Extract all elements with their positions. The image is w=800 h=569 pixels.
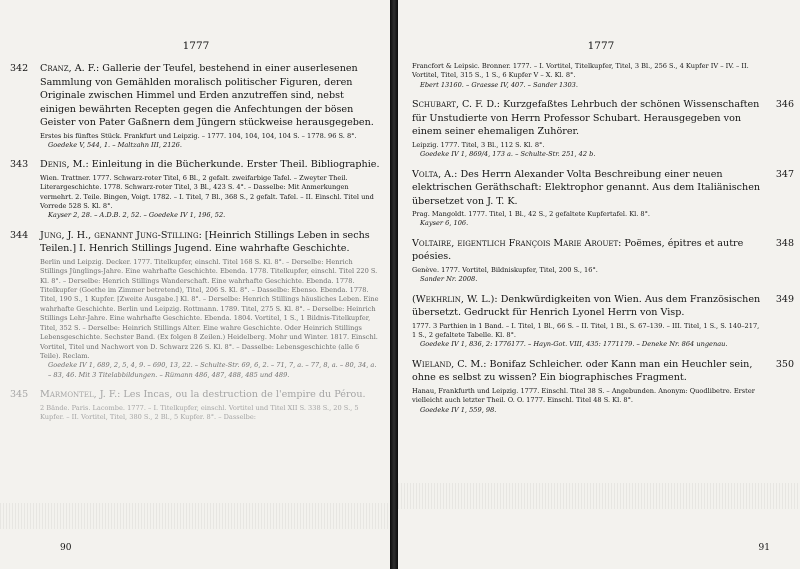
entry-number: 345 [10, 389, 29, 401]
entry-publication: Leipzig. 1777. Titel, 3 Bl., 112 S. Kl. 8°. [412, 140, 545, 149]
entry-reference: Goedeke V, 544, 1. – Maltzahn III, 2126. [48, 140, 182, 149]
entry-title: Bonifaz Schleicher. oder Kann man ein Heuchler sein, ohne es selbst zu wissen? Ein biographisches Fragment. [412, 358, 753, 384]
entry-author: Schubart, C. F. D.: [412, 99, 501, 111]
entry-title: Des Herrn Alexander Volta Beschreibung einer neuen elektrischen Geräthschaft: Elektrophor genannt. Aus dem Italiänischen übersetzet von J. T. K. [412, 168, 761, 207]
catalog-entry-345 [12, 388, 380, 422]
page-number: 90 [60, 543, 72, 553]
entry-number: 348 [775, 237, 794, 249]
entry-author: Denis, M.: [40, 159, 89, 171]
continuation-reference: Ebert 13160. – Graesse IV, 407. – Sander 1303. [420, 80, 578, 89]
catalog-entry-347 [412, 168, 794, 229]
entry-author: Jung, J. H., genannt Jung-Stilling: [40, 229, 202, 241]
catalog-entry-342 [12, 62, 380, 150]
running-head-year: 1777 [182, 40, 210, 52]
entry-number: 344 [10, 229, 29, 241]
entry-publication: Berlin und Leipzig. Decker. 1777. Titelkupfer, einschl. Titel 168 S. Kl. 8°. – Derselbe: Henrich Stillings Jünglings-Jahre. Eine wahrhafte Geschichte. Ebenda. 1778. Titelkupfer, einschl. Titel 220 S. Kl. 8°. – Derselbe: Henrich Stillings Wanderschaft. Eine wahrhafte Geschichte. Ebenda. 1778. Titelkupfer (Goethe im Zimmer betretend), Titel, 206 S. Kl. 8°. – Dasselbe: Ebenso. Ebenda. 1778. Titel, 190 S., 1 Kupfer. [Zweite Ausgabe.] Kl. 8°. – Derselbe: Henrich Stillings häusliches Leben. Eine wahrhafte Geschichte. Berlin und Leipzig. Rottmann. 1789. Titel, 275 S. Kl. 8°. – Derselbe: Heinrich Stillings Lehr-Jahre. Eine wahrhafte Geschichte. Ebenda. 1804. Vortitel, 1 S., 1 Bildnis-Titelkupfer, Titel, 352 S. – Derselbe: Heinrich Stillings Alter. Eine wahre Geschichte. Oder Heinrich Stillings Lebensgeschichte. Sechster Band. (Ex folgen 8 Zeilen.) Heidelberg. Mohr und Winter. 1817. Einschl. Vortitel, Titel und Nachwort von D. Schwarz 226 S. Kl. 8°. – Dasselbe: Lebensgeschichte (alle 6 Teile). Reclam. [40, 257, 379, 360]
entry-reference: Goedeke IV 1, 559, 98. [420, 405, 497, 414]
entry-reference: Goedeke IV 1, 869/4, 173 a. – Schulte-Str. 251, 42 b. [420, 150, 596, 159]
entry-number: 347 [775, 168, 794, 180]
entry-publication: Wien. Trattner. 1777. Schwarz-roter Titel, 6 Bl., 2 gefalt. zweifarbige Tafel. – Zweyter Theil. Literargeschichte. 1778. Schwarz-roter Titel, 3 Bl., 423 S. 4°. – Dasselbe: Mit Anmerkungen vermehrt. 2. Teile. Bingen, Voigt. 1782. – I. Titel, 7 Bl., 368 S., 2 gefalt. Tafel. – II. Einschl. Titel und Vorrede 528 S. Kl. 8°. [40, 173, 374, 211]
entry-publication: Genève. 1777. Vortitel, Bildniskupfer, Titel, 200 S., 16°. [412, 265, 598, 274]
entry-reference: Sander Nr. 2008. [420, 275, 478, 284]
entry-publication: Prag. Mangoldt. 1777. Titel, 1 Bl., 42 S., 2 gefaltete Kupfertafel. Kl. 8°. [412, 210, 651, 219]
right-page [398, 0, 800, 569]
scan-noise [398, 483, 800, 509]
catalog-entry-348 [412, 237, 794, 285]
book-gutter [390, 0, 398, 569]
entry-title: Einleitung in die Bücherkunde. Erster Theil. Bibliographie. [91, 159, 380, 171]
entry-title: Gallerie der Teufel, bestehend in einer auserlesenen Sammlung von Gemählden moralisch politischer Figuren, deren Originale zwischen Himmel und Erden anzutreffen sind, nebst einigen bewährten Recepten gegen die Anfechtungen der bösen Geister von Pater Gaßnern dem Jüngern stückweise herausgegeben. [40, 63, 374, 128]
entry-number: 349 [775, 293, 794, 305]
entry-reference: Kayser 6, 106. [420, 219, 469, 228]
scan-noise [0, 503, 390, 529]
entry-author: Wieland, C. M.: [412, 358, 487, 370]
catalog-entry-350 [412, 358, 794, 415]
catalog-entry-346 [412, 98, 794, 159]
entry-author: Voltaire, eigentlich François Marie Arouet: [412, 237, 622, 249]
entry-author: Volta, A.: [412, 168, 458, 180]
entry-title: Kurzgefaßtes Lehrbuch der schönen Wissenschaften für Unstudierte von Herrn Professor Schubart. Herausgegeben von einem seiner ehemaligen Zuhörer. [412, 99, 760, 138]
page-number: 91 [758, 543, 770, 553]
entry-publication: 1777. 3 Parthien in 1 Band. – I. Titel, 1 Bl., 66 S. – II. Titel, 1 Bl., S. 67–139. – III. Titel, 1 S., S. 140–217, 1 S., 2 gefaltete Tabelle. Kl. 8°. [412, 321, 760, 340]
entry-reference: Goedeke IV 1, 836, 2: 1776177. – Hayn-Got. VIII, 435: 1771179. – Deneke Nr. 864 ungenau. [420, 340, 728, 349]
entry-publication: Erstes bis fünftes Stück. Frankfurt und Leipzig. – 1777. 104, 104, 104, 104 S. – 1778. 96 S. 8°. [40, 131, 357, 140]
continuation-entry-345 [412, 62, 790, 90]
entry-title: Les Incas, ou la destruction de l'empire du Pérou. [123, 389, 366, 401]
continuation-text: Francfort & Leipsic. Bronner. 1777. – I. Vortitel, Titelkupfer, Titel, 3 Bl., 256 S., 4 Kupfer IV – IV. – II. Vortitel, Titel, 315 S., 1 S., 6 Kupfer V – X. Kl. 8°. [412, 62, 749, 80]
catalog-entry-343 [12, 158, 380, 221]
left-page [0, 0, 390, 569]
entry-number: 350 [775, 358, 794, 370]
catalog-entry-344 [12, 229, 380, 380]
entry-reference: Kayser 2, 28. – A.D.B. 2, 52. – Goedeke IV 1, 196, 52. [48, 211, 226, 220]
entry-publication: 2 Bände. Paris. Lacombe. 1777. – I. Titelkupfer, einschl. Vortitel und Titel XII S. 338 S., 20 S., 5 Kupfer. – II. Vortitel, Titel, 380 S., 2 Bl., 5 Kupfer. 8°. – Dasselbe: [40, 403, 359, 422]
running-head-year: 1777 [587, 40, 615, 52]
entry-number: 343 [10, 159, 29, 171]
entry-number: 342 [10, 63, 29, 74]
entry-reference: Goedeke IV 1, 689, 2, 5, 4, 9. – 690, 13, 22. – Schulte-Str. 69, 6, 2. – 71, 7, a. – 77, 8, a. – 80, 34, a. – 83, 46. Mit 3 Titelabbildungen. – Rümann 486, 487, 488, 485 und 489. [48, 361, 377, 379]
entry-title: Poëmes, épitres et autre poésies. [412, 237, 744, 263]
entry-author: Marmontel, J. F.: [40, 389, 121, 401]
entry-title: Denkwürdigkeiten von Wien. Aus dem Französischen übersetzt. Gedruckt für Henrich Lyonel Herrn von Visp. [412, 293, 761, 319]
entry-number: 346 [775, 99, 794, 111]
entry-title: [Heinrich Stillings Leben in sechs Teilen.] I. Henrich Stillings Jugend. Eine wahrhafte Geschichte. [40, 229, 370, 255]
entry-publication: Hanau, Frankfurth und Leipzig. 1777. Einschl. Titel 38 S. – Angebunden. Anonym: Quodlibetre. Erster vielleicht auch letzter Theil. O. O. 1777. Einschl. Titel 48 S. Kl. 8°. [412, 386, 755, 405]
entry-author: (Wekhrlin, W. L.): [412, 293, 498, 305]
catalog-entry-349 [412, 293, 794, 350]
entry-author: Cranz, A. F.: [40, 63, 100, 74]
